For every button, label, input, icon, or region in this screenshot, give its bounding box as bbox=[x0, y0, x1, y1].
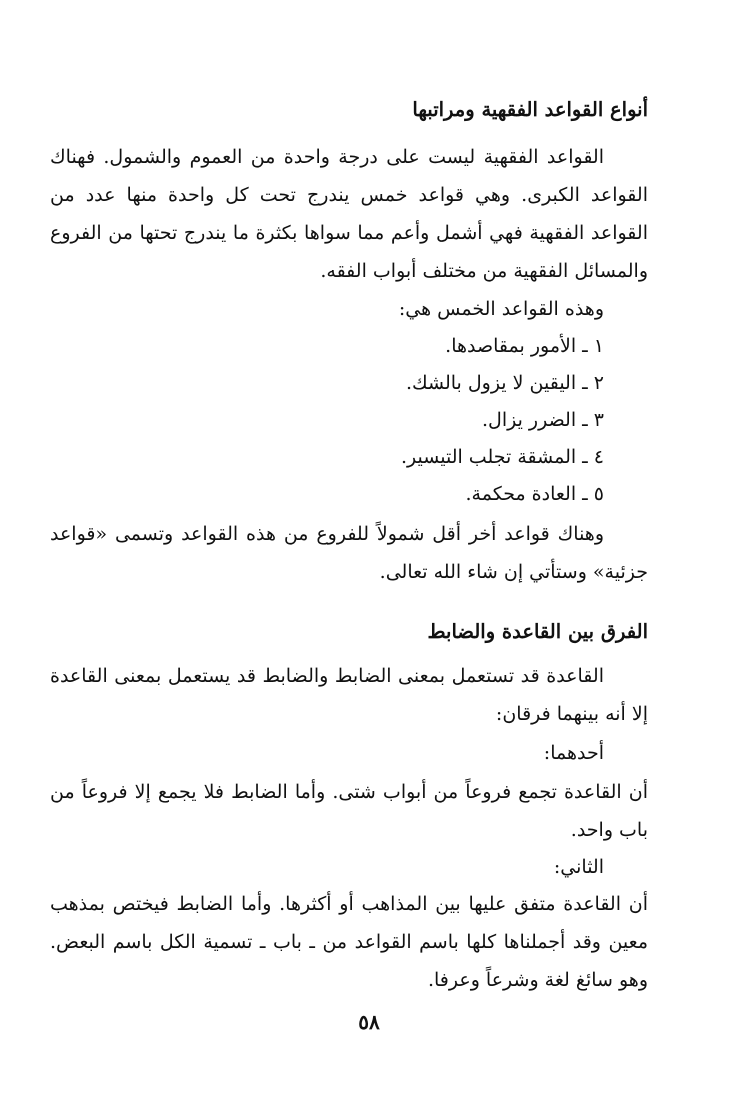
first-difference-label: أحدهما: bbox=[543, 742, 604, 764]
first-difference-text: أن القاعدة تجمع فروعاً من أبواب شتى. وأما الضابط فلا يجمع إلا فروعاً من باب واحد. bbox=[50, 781, 648, 841]
rule-item-5: ٥ ـ العادة محكمة. bbox=[465, 483, 604, 505]
rule-item-2: ٢ ـ اليقين لا يزول بالشك. bbox=[405, 372, 604, 394]
paragraph-difference-intro: القاعدة قد تستعمل بمعنى الضابط والضابط قد يستعمل بمعنى القاعدة إلا أنه بينهما فرقان: bbox=[50, 665, 648, 725]
section-heading-types: أنواع القواعد الفقهية ومراتبها bbox=[412, 98, 648, 121]
section-heading-difference: الفرق بين القاعدة والضابط bbox=[427, 620, 648, 643]
paragraph-partial-rules: وهناك قواعد أخر أقل شمولاً للفروع من هذه القواعد وتسمى «قواعد جزئية» وستأتي إن شاء الله تعالى. bbox=[50, 523, 648, 583]
paragraph-types-intro: القواعد الفقهية ليست على درجة واحدة من العموم والشمول. فهناك القواعد الكبرى. وهي قواعد خمس يندرج تحت كل واحدة منها عدد من القواعد الفقهية فهي أشمل وأعم مما سواها بكثرة ما يندرج تحتها من الفروع والمسائل الفقهية من مختلف أبواب الفقه. bbox=[50, 146, 648, 282]
rule-item-3: ٣ ـ الضرر يزال. bbox=[481, 409, 604, 431]
page-number: ٥٨ bbox=[358, 1010, 380, 1034]
rule-item-1: ١ ـ الأمور بمقاصدها. bbox=[445, 335, 604, 357]
second-difference-label: الثاني: bbox=[553, 856, 604, 878]
rule-item-4: ٤ ـ المشقة تجلب التيسير. bbox=[401, 446, 604, 468]
rules-intro-line: وهذه القواعد الخمس هي: bbox=[398, 298, 604, 320]
second-difference-text: أن القاعدة متفق عليها بين المذاهب أو أكثرها. وأما الضابط فيختص بمذهب معين وقد أجملناها كلها باسم القواعد من ـ باب ـ تسمية الكل باسم البعض. وهو سائغ لغة وشرعاً وعرفا. bbox=[50, 893, 648, 991]
